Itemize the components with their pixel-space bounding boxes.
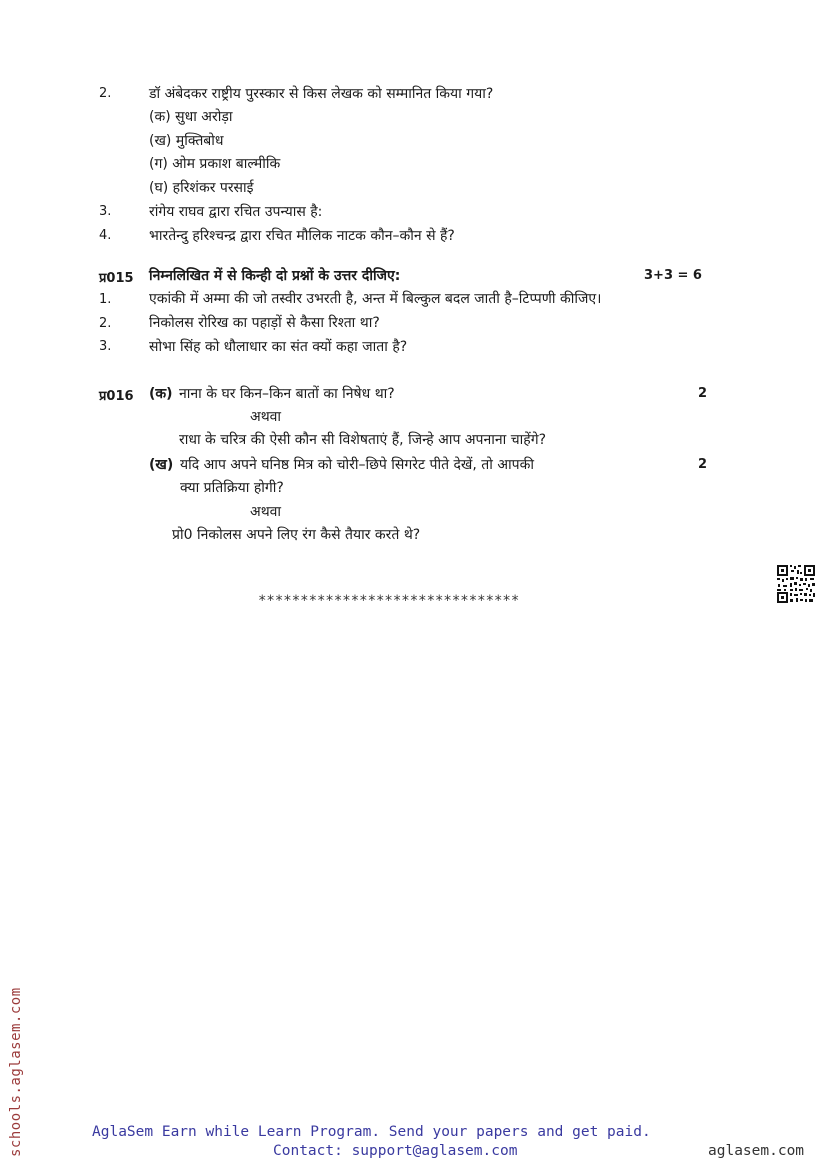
question-text: नाना के घर किन–किन बातों का निषेध था? [179, 386, 395, 402]
question-number: 1. [99, 292, 112, 307]
question-number: 2. [99, 316, 112, 331]
question-label: प्र015 [99, 271, 134, 286]
question-number: 3. [99, 339, 112, 354]
option-d: (घ) हरिशंकर परसाई [149, 180, 254, 196]
question-label: प्र016 [99, 389, 134, 404]
question-text: प्रो0 निकोलस अपने लिए रंग कैसे तैयार करते थे? [172, 527, 421, 543]
question-number: 2. [99, 86, 112, 101]
qr-code-icon [776, 564, 816, 604]
part-label: (ख) [149, 457, 174, 473]
marks: 2 [698, 386, 708, 401]
vertical-watermark: schools.aglasem.com [8, 987, 24, 1157]
question-text: यदि आप अपने घनिष्ठ मित्र को चोरी–छिपे सिगरेट पीते देखें, तो आपकी [180, 457, 534, 473]
option-c: (ग) ओम प्रकाश बाल्मीकि [149, 156, 281, 172]
question-text: सोभा सिंह को धौलाधार का संत क्यों कहा जाता है? [149, 339, 408, 355]
option-b: (ख) मुक्तिबोध [149, 133, 224, 149]
question-number: 3. [99, 204, 112, 219]
question-text: राधा के चरित्र की ऐसी कौन सी विशेषताएं हैं, जिन्हे आप अपनाना चाहेंगे? [179, 432, 547, 448]
question-text: रांगेय राघव द्वारा रचित उपन्यास है: [149, 204, 323, 220]
part-label: (क) [149, 386, 173, 402]
marks: 3+3 = 6 [644, 268, 702, 283]
footer-site[interactable]: aglasem.com [708, 1143, 805, 1159]
marks: 2 [698, 457, 708, 472]
footer-contact[interactable]: Contact: support@aglasem.com [273, 1143, 518, 1159]
question-text: एकांकी में अम्मा की जो तस्वीर उभरती है, अन्त में बिल्कुल बदल जाती है–टिप्पणी कीजिए। [149, 291, 602, 307]
option-a: (क) सुधा अरोड़ा [149, 109, 233, 125]
or-label: अथवा [250, 504, 282, 520]
question-text: डॉ अंबेदकर राष्ट्रीय पुरस्कार से किस लेखक को सम्मानित किया गया? [149, 86, 494, 102]
end-marker: ******************************* [258, 593, 520, 609]
question-text: निकोलस रोरिख का पहाड़ों से कैसा रिश्ता था? [149, 315, 380, 331]
or-label: अथवा [250, 409, 282, 425]
footer-program-text: AglaSem Earn while Learn Program. Send your papers and get paid. [92, 1124, 651, 1140]
question-number: 4. [99, 228, 112, 243]
section-heading: निम्नलिखित में से किन्ही दो प्रश्नों के उत्तर दीजिए: [149, 268, 401, 284]
question-text: भारतेन्दु हरिश्चन्द्र द्वारा रचित मौलिक नाटक कौन–कौन से हैं? [149, 228, 455, 244]
question-text: क्या प्रतिक्रिया होगी? [180, 480, 284, 496]
